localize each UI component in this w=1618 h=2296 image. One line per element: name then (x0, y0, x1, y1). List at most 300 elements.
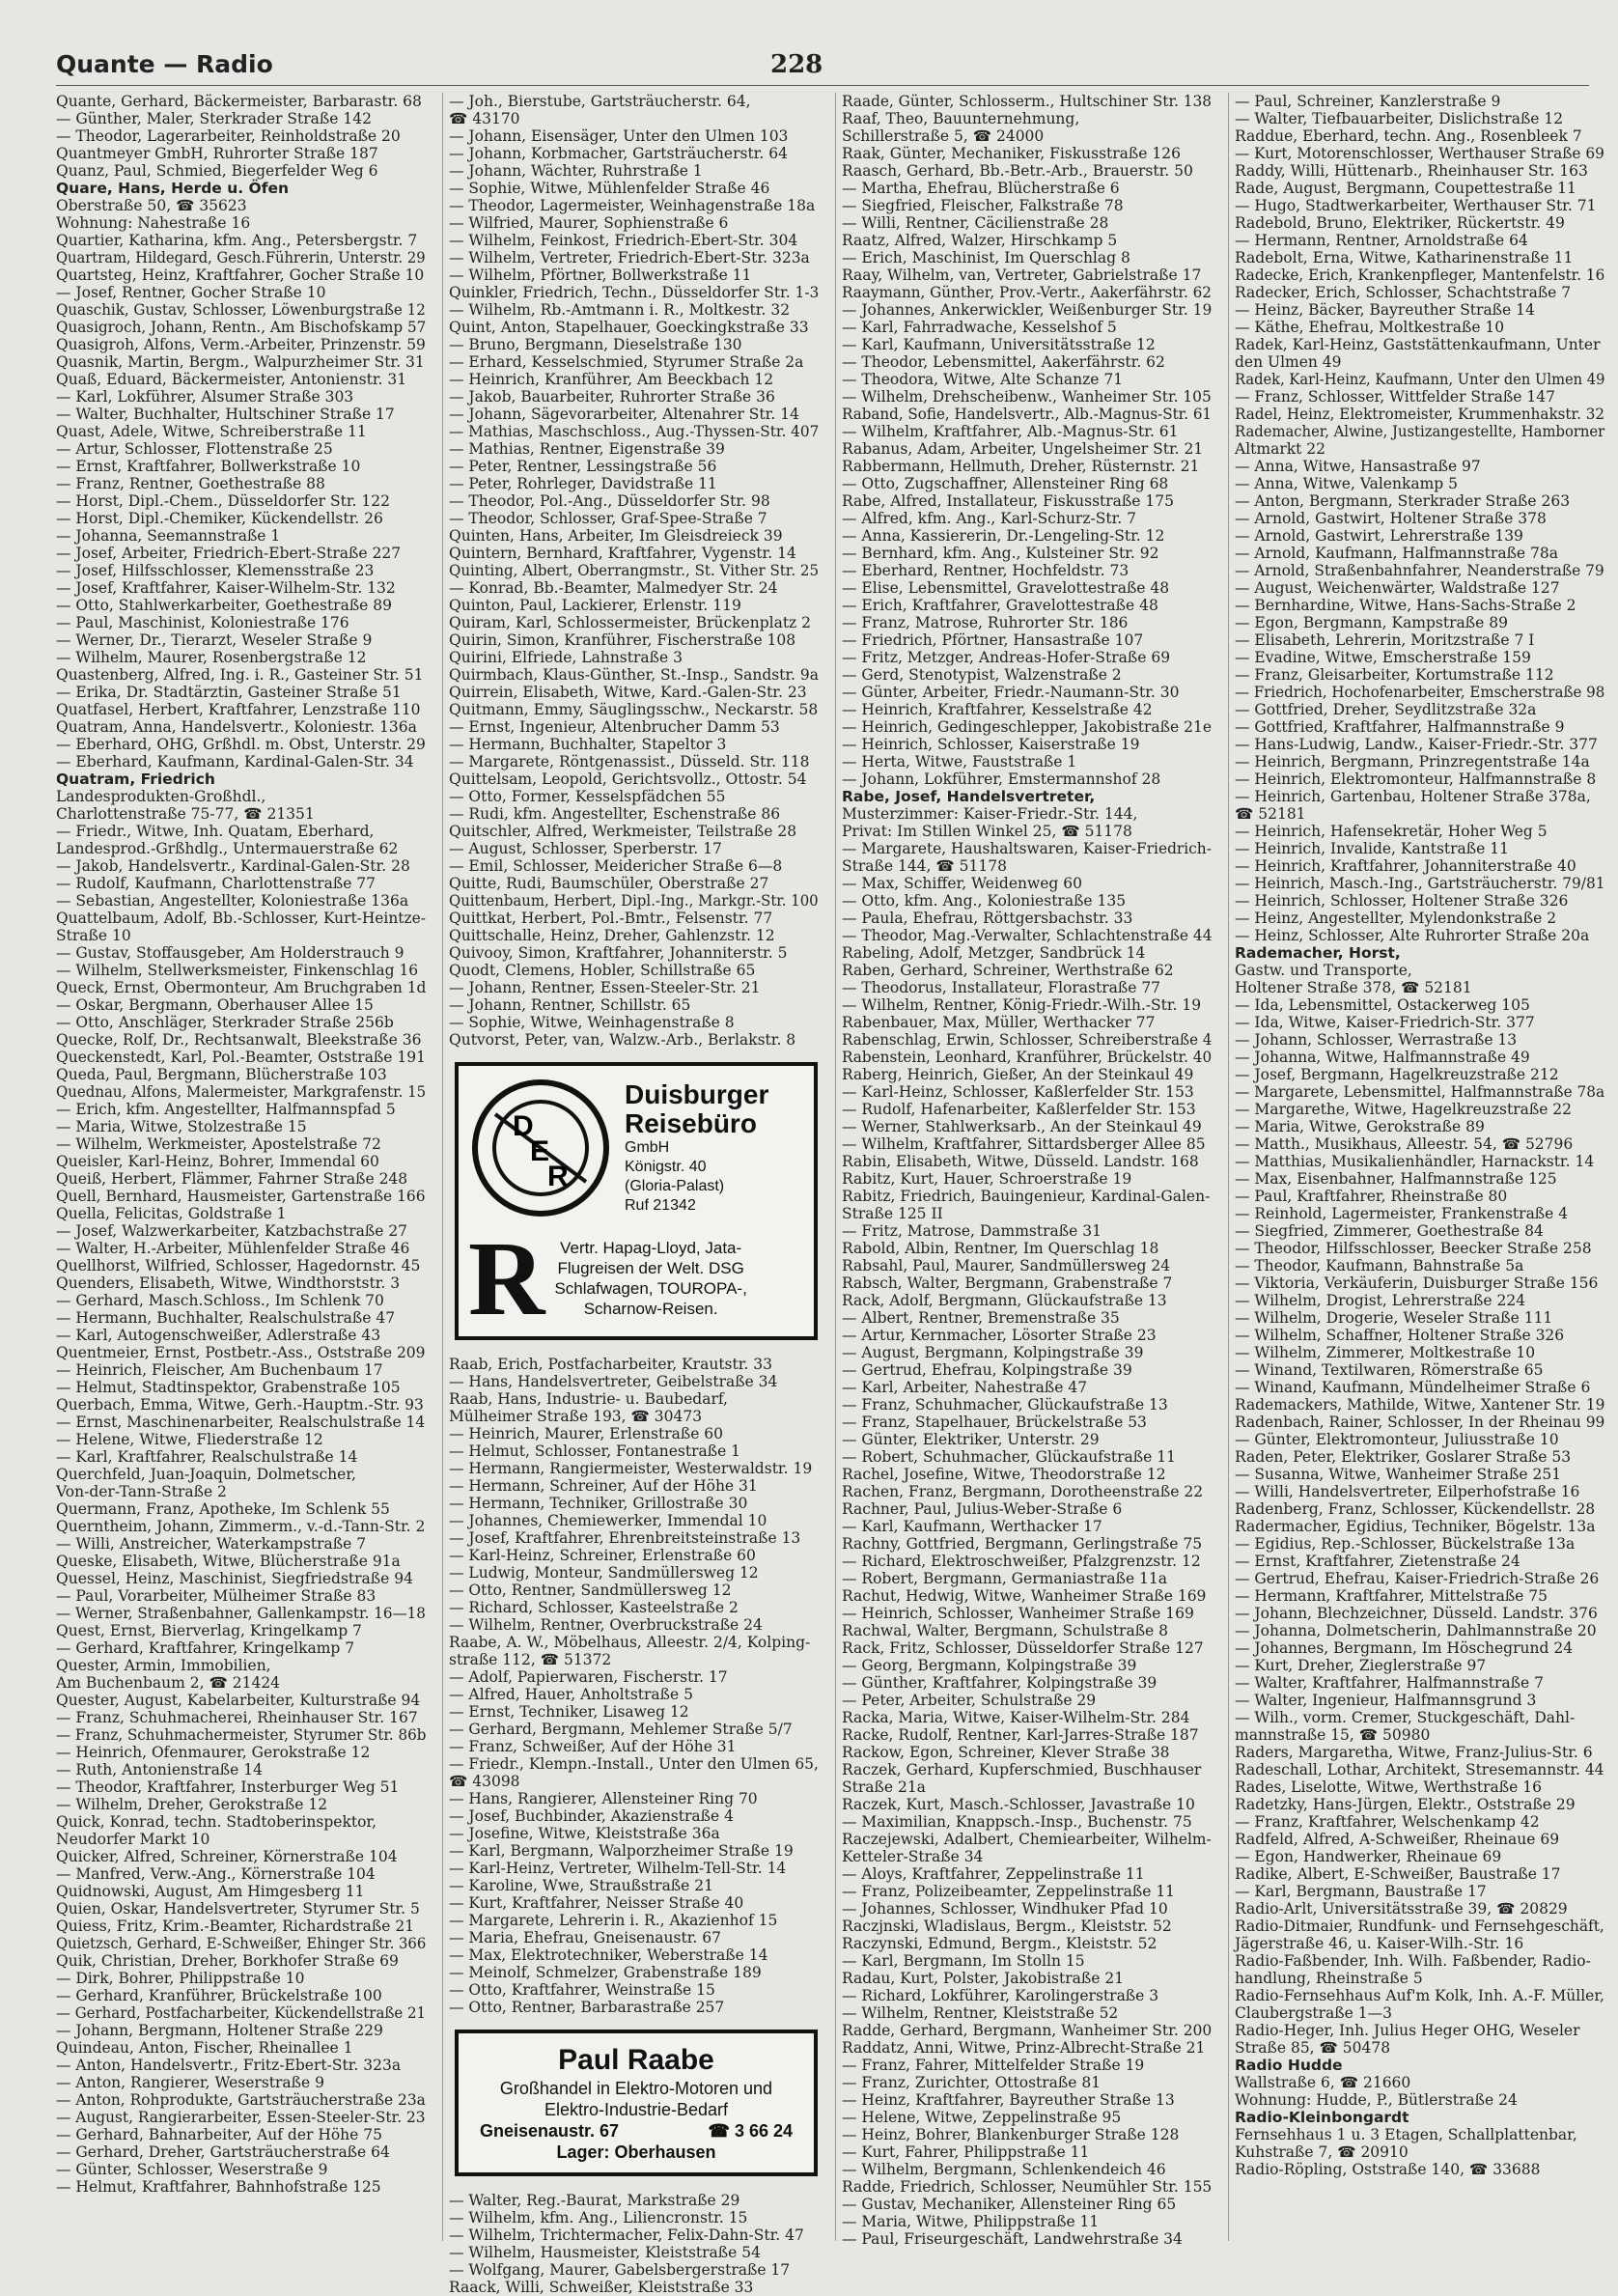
directory-entry: — Günter, Arbeiter, Friedr.-Naumann-Str. 30 (842, 684, 1180, 701)
directory-entry: Rabenschlag, Erwin, Schlosser, Schreiberstraße 4 (842, 1031, 1213, 1049)
directory-entry: — Kurt, Kraftfahrer, Neisser Straße 40 (449, 1894, 744, 1912)
directory-entry: — Peter, Arbeiter, Schulstraße 29 (842, 1692, 1097, 1709)
directory-entry: — Gerhard, Dreher, Gartsträucherstraße 64 (56, 2143, 390, 2161)
directory-entry: Jägerstraße 46, u. Kaiser-Wilh.-Str. 16 (1235, 1935, 1524, 1952)
directory-entry: Querbach, Emma, Witwe, Gerh.-Hauptm.-Str. 93 (56, 1396, 424, 1414)
directory-entry: — Maria, Ehefrau, Gneisenaustr. 67 (449, 1929, 721, 1946)
directory-entry: Landesprodukten-Großhdl., (56, 788, 266, 805)
directory-entry: — Heinrich, Maurer, Erlenstraße 60 (449, 1425, 724, 1442)
directory-entry: — Willi, Handelsvertreter, Eilperhofstraße 16 (1235, 1483, 1580, 1500)
directory-entry: Quintern, Bernhard, Kraftfahrer, Vygenstr. 14 (449, 545, 796, 562)
directory-entry: — Paul, Maschinist, Koloniestraße 176 (56, 614, 349, 631)
directory-entry: — Heinrich, Bergmann, Prinzregentstraße 14a (1235, 753, 1590, 770)
directory-entry: Raczek, Gerhard, Kupferschmied, Buschhauser (842, 1761, 1202, 1778)
directory-entry: — Fritz, Metzger, Andreas-Hofer-Straße 69 (842, 649, 1171, 666)
directory-entry: — Winand, Textilwaren, Römerstraße 65 (1235, 1361, 1544, 1379)
directory-entry: — Johann, Rentner, Schillstr. 65 (449, 996, 691, 1014)
directory-entry: Schillerstraße 5, ☎ 24000 (842, 127, 1045, 145)
directory-entry: — Gerhard, Bahnarbeiter, Auf der Höhe 75 (56, 2126, 382, 2143)
directory-entry: — Friedr., Witwe, Inh. Quatam, Eberhard, (56, 823, 375, 840)
directory-entry: — Rudolf, Kaufmann, Charlottenstraße 77 (56, 875, 377, 892)
directory-entry: Quartram, Hildegard, Gesch.Führerin, Unterstr. 29 (56, 249, 426, 266)
directory-entry: Raabe, A. W., Möbelhaus, Alleestr. 2/4, Kolping- (449, 1634, 811, 1651)
directory-entry: — Wilhelm, Stellwerksmeister, Finkenschlag 16 (56, 962, 419, 979)
directory-entry: Rademackers, Mathilde, Witwe, Xantener Str. 19 (1235, 1396, 1605, 1414)
directory-entry: — Anton, Handelsvertr., Fritz-Ebert-Str. 323a (56, 2057, 402, 2074)
directory-entry: Quaschik, Gustav, Schlosser, Löwenburgstraße 12 (56, 301, 426, 319)
directory-entry: — Franz, Zurichter, Ottostraße 81 (842, 2074, 1102, 2091)
directory-entry: Gastw. und Transporte, (1235, 962, 1412, 979)
directory-entry: — Franz, Schuhmacher, Glückaufstraße 13 (842, 1396, 1168, 1414)
directory-entry: — Otto, Rentner, Sandmüllersweg 12 (449, 1582, 732, 1599)
directory-entry: mannstraße 15, ☎ 50980 (1235, 1726, 1431, 1744)
directory-entry: — Karl-Heinz, Schlosser, Kaßlerfelder Str. 153 (842, 1083, 1194, 1101)
directory-entry: handlung, Rheinstraße 5 (1235, 1970, 1423, 1987)
directory-entry: Quittelsam, Leopold, Gerichtsvollz., Ottostr. 54 (449, 770, 807, 788)
directory-entry: — Theodor, Schlosser, Graf-Spee-Straße 7 (449, 510, 767, 527)
directory-entry: — Paul, Vorarbeiter, Mülheimer Straße 83 (56, 1587, 377, 1605)
directory-entry: — Ernst, Techniker, Lisaweg 12 (449, 1703, 689, 1721)
directory-entry: Raay, Wilhelm, van, Vertreter, Gabrielstraße 17 (842, 266, 1202, 284)
directory-entry: — Heinrich, Schlosser, Holtener Straße 326 (1235, 892, 1569, 910)
directory-entry: Quick, Konrad, techn. Stadtoberinspektor, (56, 1813, 377, 1831)
directory-entry: — Karl, Kraftfahrer, Realschulstraße 14 (56, 1448, 358, 1466)
directory-entry: — Jakob, Bauarbeiter, Ruhrorter Straße 36 (449, 388, 775, 406)
directory-entry: Queisler, Karl-Heinz, Bohrer, Immendal 60 (56, 1153, 379, 1170)
directory-entry: Straße 10 (56, 927, 131, 944)
directory-entry: — Willi, Anstreicher, Waterkampstraße 7 (56, 1535, 367, 1553)
directory-entry: Landesprod.-Grßhdlg., Untermauerstraße 62 (56, 840, 399, 857)
directory-entry: Quicker, Alfred, Schreiner, Körnerstraße 104 (56, 1848, 398, 1865)
logo-letter-e: E (530, 1135, 550, 1167)
directory-entry: Quaß, Eduard, Bäckermeister, Antonienstr. 31 (56, 371, 407, 388)
directory-entry: — Wilhelm, Vertreter, Friedrich-Ebert-Str. 323a (449, 249, 810, 266)
directory-entry: Quinting, Albert, Oberrangmstr., St. Vither Str. 25 (449, 562, 820, 579)
directory-entry: Queckenstedt, Karl, Pol.-Beamter, Oststraße 191 (56, 1049, 426, 1066)
directory-entry: — Josef, Walzwerkarbeiter, Katzbachstraße 27 (56, 1222, 408, 1240)
directory-entry: — Franz, Kraftfahrer, Welschenkamp 42 (1235, 1813, 1540, 1831)
directory-entry: — Franz, Rentner, Goethestraße 88 (56, 475, 325, 492)
directory-entry: — Gustav, Stoffausgeber, Am Holderstrauch 9 (56, 944, 404, 962)
directory-entry: — Walter, H.-Arbeiter, Mühlenfelder Straße 46 (56, 1240, 410, 1257)
directory-entry: — Heinrich, Fleischer, Am Buchenbaum 17 (56, 1361, 383, 1379)
directory-entry: — Walter, Kraftfahrer, Halfmannstraße 7 (1235, 1674, 1544, 1692)
directory-entry: — Paul, Kraftfahrer, Rheinstraße 80 (1235, 1188, 1508, 1205)
directory-entry: — Helmut, Stadtinspektor, Grabenstraße 105 (56, 1379, 401, 1396)
directory-entry: — Mathias, Rentner, Eigenstraße 39 (449, 440, 725, 458)
directory-entry: ☎ 43098 (449, 1773, 520, 1790)
directory-entry: Rackow, Egon, Schreiner, Klever Straße 38 (842, 1744, 1170, 1761)
ad-footer-line4: Scharnow-Reisen. (583, 1300, 718, 1318)
directory-entry: — Karl, Fahrradwache, Kesselshof 5 (842, 319, 1117, 336)
directory-entry: Quednau, Alfons, Malermeister, Markgrafenstr. 15 (56, 1083, 427, 1101)
directory-entry: — Johann, Sägevorarbeiter, Altenahrer Str. 14 (449, 406, 799, 423)
directory-entry: Quatram, Friedrich (56, 770, 215, 788)
directory-entry: Radio Hudde (1235, 2057, 1343, 2074)
directory-entry: — Rudolf, Hafenarbeiter, Kaßlerfelder Str. 153 (842, 1101, 1196, 1118)
directory-entry: Rabe, Alfred, Installateur, Fiskusstraße 175 (842, 492, 1174, 510)
directory-entry: — Günter, Schlosser, Weserstraße 9 (56, 2161, 328, 2178)
directory-entry: Quatram, Anna, Handelsvertr., Koloniestr. 136a (56, 718, 417, 736)
directory-entry: — Heinrich, Invalide, Kantstraße 11 (1235, 840, 1509, 857)
directory-entry: Quodt, Clemens, Hobler, Schillstraße 65 (449, 962, 756, 979)
directory-entry: — Maria, Witwe, Philippstraße 11 (842, 2213, 1100, 2230)
directory-entry: — Ludwig, Monteur, Sandmüllersweg 12 (449, 1564, 759, 1582)
directory-entry: Radio-Arlt, Universitätsstraße 39, ☎ 20829 (1235, 1900, 1568, 1918)
directory-entry: Raddue, Eberhard, techn. Ang., Rosenbleek 7 (1235, 127, 1582, 145)
directory-entry: — Winand, Kaufmann, Mündelheimer Straße 6 (1235, 1379, 1591, 1396)
directory-entry: — Theodora, Witwe, Alte Schanze 71 (842, 371, 1124, 388)
directory-entry: — Johann, Schlosser, Werrastraße 13 (1235, 1031, 1518, 1049)
directory-entry: Radde, Friedrich, Schlosser, Neumühler Str. 155 (842, 2178, 1213, 2196)
directory-entry: Rademacher, Horst, (1235, 944, 1401, 962)
directory-entry: Quik, Christian, Dreher, Borkhofer Straße 69 (56, 1952, 399, 1970)
directory-entry: Quartsteg, Heinz, Kraftfahrer, Gocher Straße 10 (56, 266, 425, 284)
directory-entry: — Karl, Bergmann, Walporzheimer Straße 19 (449, 1842, 794, 1860)
directory-entry: — Franz, Gleisarbeiter, Kortumstraße 112 (1235, 666, 1554, 684)
ad-big-letter: R (468, 1219, 545, 1337)
directory-entry: Raade, Günter, Schlosserm., Hultschiner Str. 138 (842, 93, 1213, 110)
directory-entry: — Martha, Ehefrau, Blücherstraße 6 (842, 180, 1120, 197)
directory-entry: Quint, Anton, Stapelhauer, Goeckingkstraße 33 (449, 319, 809, 336)
directory-entry: Neudorfer Markt 10 (56, 1831, 210, 1848)
directory-entry: — Manfred, Verw.-Ang., Körnerstraße 104 (56, 1865, 376, 1883)
directory-entry: — Herta, Witwe, Fauststraße 1 (842, 753, 1077, 770)
directory-entry: — Hermann, Buchhalter, Stapeltor 3 (449, 736, 727, 753)
directory-entry: — Karl-Heinz, Vertreter, Wilhelm-Tell-Str. 14 (449, 1860, 787, 1877)
directory-columns (56, 93, 1605, 2296)
column-3 (835, 93, 1216, 2248)
directory-entry: Rabeling, Adolf, Metzger, Sandbrück 14 (842, 944, 1146, 962)
directory-entry: Rack, Adolf, Bergmann, Glückaufstraße 13 (842, 1292, 1167, 1309)
directory-entry: — Sophie, Witwe, Mühlenfelder Straße 46 (449, 180, 770, 197)
directory-entry: — Peter, Rentner, Lessingstraße 56 (449, 458, 717, 475)
directory-entry: Wohnung: Nahestraße 16 (56, 214, 251, 232)
directory-entry: — Margarete, Lebensmittel, Halfmannstraße 78a (1235, 1083, 1605, 1101)
directory-entry: — Wilhelm, Rentner, König-Friedr.-Wilh.-Str. 19 (842, 996, 1202, 1014)
directory-entry: — Wilhelm, Drogerie, Weseler Straße 111 (1235, 1309, 1553, 1327)
directory-entry: Rabe, Josef, Handelsvertreter, (842, 788, 1096, 805)
directory-entry: Raden, Peter, Elektriker, Goslarer Straße 53 (1235, 1448, 1572, 1466)
directory-entry: Rabbermann, Hellmuth, Dreher, Rüsternstr. 21 (842, 458, 1200, 475)
directory-entry: — Gerd, Stenotypist, Walzenstraße 2 (842, 666, 1122, 684)
directory-entry: — Gustav, Mechaniker, Allensteiner Ring 65 (842, 2196, 1177, 2213)
directory-entry: — Otto, Zugschaffner, Allensteiner Ring 68 (842, 475, 1169, 492)
directory-entry: Raak, Günter, Mechaniker, Fiskusstraße 126 (842, 145, 1181, 162)
directory-entry: Raddatz, Anni, Witwe, Prinz-Albrecht-Straße 21 (842, 2039, 1206, 2057)
directory-entry: Quell, Bernhard, Hausmeister, Gartenstraße 166 (56, 1188, 426, 1205)
directory-entry: — Günther, Maler, Sterkrader Straße 142 (56, 110, 372, 127)
directory-entry: — Sebastian, Angestellter, Koloniestraße 136a (56, 892, 409, 910)
directory-entry: — Erich, kfm. Angestellter, Halfmannspfad 5 (56, 1101, 396, 1118)
directory-entry: — Viktoria, Verkäuferin, Duisburger Straße 156 (1235, 1274, 1599, 1292)
directory-entry: — Johannes, Ankerwickler, Weißenburger Str. 19 (842, 301, 1213, 319)
directory-entry: — Erhard, Kesselschmied, Styrumer Straße 2a (449, 353, 804, 371)
directory-entry: — Alfred, kfm. Ang., Karl-Schurz-Str. 7 (842, 510, 1137, 527)
directory-entry: Quitmann, Emmy, Säuglingsschw., Neckarstr. 58 (449, 701, 819, 718)
directory-entry: Raberg, Heinrich, Gießer, An der Steinkaul 49 (842, 1066, 1194, 1083)
page-number: 228 (770, 50, 823, 79)
directory-entry: Quinkler, Friedrich, Techn., Düsseldorfer Str. 1-3 (449, 284, 820, 301)
directory-entry: Quantmeyer GmbH, Ruhrorter Straße 187 (56, 145, 378, 162)
directory-entry: — Erich, Kraftfahrer, Gravelottestraße 48 (842, 597, 1158, 614)
directory-entry: — Franz, Schuhmachermeister, Styrumer Str. 86b (56, 1726, 427, 1744)
directory-entry: — Friedr., Klempn.-Install., Unter den Ulmen 65, (449, 1755, 819, 1773)
directory-entry: Quecke, Rolf, Dr., Rechtsanwalt, Bleekstraße 36 (56, 1031, 422, 1049)
directory-entry: Rack, Fritz, Schlosser, Düsseldorfer Straße 127 (842, 1639, 1204, 1657)
directory-entry: — Karl, Kaufmann, Universitätsstraße 12 (842, 336, 1156, 353)
directory-entry: — Johanna, Seemannstraße 1 (56, 527, 281, 545)
directory-entry: Quinten, Hans, Arbeiter, Im Gleisdreieck 39 (449, 527, 783, 545)
directory-entry: — Werner, Stahlwerksarb., An der Steinkaul 49 (842, 1118, 1202, 1135)
directory-entry: — Otto, Former, Kesselspfädchen 55 (449, 788, 726, 805)
directory-entry: Rabenstein, Leonhard, Kranführer, Brückelstr. 40 (842, 1049, 1213, 1066)
directory-entry: — Horst, Dipl.-Chemiker, Kückendellstr. 26 (56, 510, 383, 527)
directory-entry: Radek, Karl-Heinz, Kaufmann, Unter den Ulmen 49 (1235, 371, 1605, 388)
directory-entry: Quitschler, Alfred, Werkmeister, Teilstraße 28 (449, 823, 797, 840)
directory-entry: — Heinrich, Elektromonteur, Halfmannstraße 8 (1235, 770, 1597, 788)
directory-entry: — Otto, kfm. Ang., Koloniestraße 135 (842, 892, 1127, 910)
directory-entry: — Albert, Rentner, Bremenstraße 35 (842, 1309, 1120, 1327)
directory-entry: — Karl, Bergmann, Im Stolln 15 (842, 1952, 1085, 1970)
directory-entry: Rachner, Paul, Julius-Weber-Straße 6 (842, 1500, 1123, 1518)
directory-entry: Quirrein, Elisabeth, Witwe, Kard.-Galen-Str. 23 (449, 684, 807, 701)
directory-entry: — Richard, Schlosser, Kasteelstraße 2 (449, 1599, 739, 1616)
directory-entry: — Josef, Kraftfahrer, Kaiser-Wilhelm-Str. 132 (56, 579, 396, 597)
directory-entry: — Käthe, Ehefrau, Moltkestraße 10 (1235, 319, 1505, 336)
directory-entry: Queiß, Herbert, Flämmer, Fahrner Straße 248 (56, 1170, 408, 1188)
directory-entry: Oberstraße 50, ☎ 35623 (56, 197, 247, 214)
directory-entry: Querchfeld, Juan-Joaquin, Dolmetscher, (56, 1466, 356, 1483)
directory-entry: — Margarete, Lehrerin i. R., Akazienhof 15 (449, 1912, 778, 1929)
directory-entry: — Wilhelm, Zimmerer, Moltkestraße 10 (1235, 1344, 1536, 1361)
ad2-name: Paul Raabe (558, 2044, 714, 2076)
directory-entry: Raab, Hans, Industrie- u. Baubedarf, (449, 1390, 728, 1408)
directory-entry: — Walter, Reg.-Baurat, Markstraße 29 (449, 2192, 740, 2209)
logo-letter-r: R (547, 1161, 569, 1192)
directory-entry: — Günter, Elektriker, Unterstr. 29 (842, 1431, 1100, 1448)
directory-entry: — Anton, Bergmann, Sterkrader Straße 263 (1235, 492, 1571, 510)
directory-entry: Quittenbaum, Herbert, Dipl.-Ing., Markgr.-Str. 100 (449, 892, 819, 910)
directory-entry: Raack, Willi, Schweißer, Kleiststraße 33 (449, 2279, 754, 2296)
directory-entry: — Hermann, Rentner, Arnoldstraße 64 (1235, 232, 1528, 249)
directory-entry: Radde, Gerhard, Bergmann, Wanheimer Str. 200 (842, 2022, 1213, 2039)
directory-entry: Rabsch, Walter, Bergmann, Grabenstraße 7 (842, 1274, 1173, 1292)
directory-entry: Radermacher, Egidius, Techniker, Bögelstr. 13a (1235, 1518, 1596, 1535)
page-header (56, 50, 1589, 86)
directory-entry: Radebolt, Erna, Witwe, Katharinenstraße 11 (1235, 249, 1574, 266)
directory-entry: Racka, Maria, Witwe, Kaiser-Wilhelm-Str. 284 (842, 1709, 1190, 1726)
reisebuero-advertisement (455, 1062, 818, 1340)
ad-address-street: Königstr. 40 (625, 1159, 707, 1175)
directory-entry: Quermann, Franz, Apotheke, Im Schlenk 55 (56, 1500, 390, 1518)
directory-entry: — Theodor, Lagermeister, Weinhagenstraße 18a (449, 197, 816, 214)
directory-entry: — Matthias, Musikalienhändler, Harnackstr. 14 (1235, 1153, 1595, 1170)
directory-entry: — Maria, Witwe, Gerokstraße 89 (1235, 1118, 1485, 1135)
directory-entry: — Reinhold, Lagermeister, Frankenstraße 4 (1235, 1205, 1569, 1222)
directory-entry: — Egidius, Rep.-Schlosser, Bückelstraße 13a (1235, 1535, 1576, 1553)
directory-entry: Quasnik, Martin, Bergm., Walpurzheimer Str. 31 (56, 353, 425, 371)
directory-entry: — Theodor, Mag.-Verwalter, Schlachtenstraße 44 (842, 927, 1213, 944)
directory-entry: Raab, Erich, Postfacharbeiter, Krautstr. 33 (449, 1356, 773, 1373)
directory-entry: — Susanna, Witwe, Wanheimer Straße 251 (1235, 1466, 1562, 1483)
directory-entry: Raband, Sofie, Handelsvertr., Alb.-Magnus-Str. 61 (842, 406, 1213, 423)
directory-entry: Rachut, Hedwig, Witwe, Wanheimer Straße 169 (842, 1587, 1207, 1605)
directory-entry: Rachwal, Walter, Bergmann, Schulstraße 8 (842, 1622, 1169, 1639)
directory-entry: — Gottfried, Kraftfahrer, Halfmannstraße 9 (1235, 718, 1565, 736)
directory-entry: Rades, Liselotte, Witwe, Werthstraße 16 (1235, 1778, 1542, 1796)
directory-entry: — Hans, Handelsvertreter, Geibelstraße 34 (449, 1373, 778, 1390)
directory-entry: Radfeld, Alfred, A-Schweißer, Rheinaue 69 (1235, 1831, 1560, 1848)
directory-entry: Rademacher, Alwine, Justizangestellte, Hamborner (1235, 423, 1605, 440)
directory-entry: — Hugo, Stadtwerkarbeiter, Werthauser Str. 71 (1235, 197, 1597, 214)
directory-entry: Quirin, Simon, Kranführer, Fischerstraße 108 (449, 631, 796, 649)
directory-entry: Radecke, Erich, Krankenpfleger, Mantenfelstr. 16 (1235, 266, 1605, 284)
directory-entry: — Heinrich, Kraftfahrer, Johanniterstraße 40 (1235, 857, 1576, 875)
directory-entry: — Wolfgang, Maurer, Gabelsbergerstraße 17 (449, 2261, 791, 2279)
directory-entry: — Hermann, Rangiermeister, Westerwaldstr. 19 (449, 1460, 813, 1477)
directory-entry: — Gerhard, Masch.Schloss., Im Schlenk 70 (56, 1292, 384, 1309)
directory-entry: — Wilhelm, Rentner, Kleiststraße 52 (842, 2004, 1119, 2022)
directory-entry: — Johannes, Bergmann, Im Höschegrund 24 (1235, 1639, 1574, 1657)
directory-entry: — Karoline, Wwe, Straußstraße 21 (449, 1877, 713, 1894)
directory-entry: — Anton, Rohprodukte, Gartsträucherstraße 23a (56, 2091, 426, 2109)
directory-entry: — Walter, Tiefbauarbeiter, Dislichstraße 12 (1235, 110, 1564, 127)
directory-entry: — Johann, Korbmacher, Gartsträucherstr. 64 (449, 145, 788, 162)
directory-entry: Radetzky, Hans-Jürgen, Elektr., Oststraße 29 (1235, 1796, 1576, 1813)
directory-entry: Quittkat, Herbert, Pol.-Bmtr., Felsenstr. 77 (449, 910, 773, 927)
directory-entry: Quester, August, Kabelarbeiter, Kulturstraße 94 (56, 1692, 421, 1709)
directory-entry: Rabin, Elisabeth, Witwe, Düsseld. Landstr. 168 (842, 1153, 1199, 1170)
ad2-stock: Lager: Oberhausen (556, 2142, 716, 2162)
directory-entry: Straße 144, ☎ 51178 (842, 857, 1007, 875)
directory-entry: — Ruth, Antonienstraße 14 (56, 1761, 263, 1778)
directory-entry: — Erich, Maschinist, Im Querschlag 8 (842, 249, 1130, 266)
directory-entry: Quien, Oskar, Handelsvertreter, Styrumer Str. 5 (56, 1900, 420, 1918)
directory-entry: Raders, Margaretha, Witwe, Franz-Julius-Str. 6 (1235, 1744, 1593, 1761)
directory-entry: — Wilhelm, Schaffner, Holtener Straße 326 (1235, 1327, 1565, 1344)
directory-entry: — Wilhelm, Hausmeister, Kleiststraße 54 (449, 2244, 761, 2261)
directory-entry: Wallstraße 6, ☎ 21660 (1235, 2074, 1411, 2091)
directory-entry: — Hermann, Techniker, Grillostraße 30 (449, 1495, 748, 1512)
ad-name-line2: Reisebüro (625, 1108, 757, 1138)
directory-entry: Quessel, Heinz, Maschinist, Siegfriedstraße 94 (56, 1570, 413, 1587)
directory-entry: — Wilh., vorm. Cremer, Stuckgeschäft, Dahl- (1235, 1709, 1576, 1726)
column-4 (1228, 93, 1609, 2241)
directory-entry: — Otto, Stahlwerkarbeiter, Goethestraße 89 (56, 597, 392, 614)
directory-entry: — Wilfried, Maurer, Sophienstraße 6 (449, 214, 729, 232)
directory-entry: Radio-Kleinbongardt (1235, 2109, 1409, 2126)
directory-entry: Quivooy, Simon, Kraftfahrer, Johanniterstr. 5 (449, 944, 788, 962)
directory-entry: — Günter, Elektromonteur, Juliusstraße 10 (1235, 1431, 1559, 1448)
directory-entry: den Ulmen 49 (1235, 353, 1342, 371)
ad-gmbh: GmbH (625, 1139, 670, 1156)
directory-entry: Quentmeier, Ernst, Postbetr.-Ass., Oststraße 209 (56, 1344, 426, 1361)
directory-entry: — Johann, Blechzeichner, Düsseld. Landstr. 376 (1235, 1605, 1598, 1622)
directory-entry: — Bernhard, kfm. Ang., Kulsteiner Str. 92 (842, 545, 1159, 562)
directory-entry: — Fritz, Matrose, Dammstraße 31 (842, 1222, 1102, 1240)
directory-entry: — Dirk, Bohrer, Philippstraße 10 (56, 1970, 305, 1987)
directory-entry: — Friedrich, Pförtner, Hansastraße 107 (842, 631, 1144, 649)
directory-entry: — Wilhelm, Drehscheibenw., Wanheimer Str. 105 (842, 388, 1212, 406)
directory-entry: Rachen, Franz, Bergmann, Dorotheenstraße 22 (842, 1483, 1204, 1500)
directory-entry: — Franz, Fahrer, Mittelfelder Straße 19 (842, 2057, 1145, 2074)
directory-entry: — Wilhelm, kfm. Ang., Liliencronstr. 15 (449, 2209, 748, 2226)
directory-entry: Radenbach, Rainer, Schlosser, In der Rheinau 99 (1235, 1414, 1605, 1431)
directory-entry: ☎ 52181 (1235, 805, 1306, 823)
directory-entry: — Egon, Bergmann, Kampstraße 89 (1235, 614, 1508, 631)
directory-entry: Raczjnski, Wladislaus, Bergm., Kleiststr. 52 (842, 1918, 1172, 1935)
directory-entry: — Elisabeth, Lehrerin, Moritzstraße 7 I (1235, 631, 1535, 649)
directory-entry: — Franz, Polizeibeamter, Zeppelinstraße 11 (842, 1883, 1176, 1900)
directory-entry: Rachel, Josefine, Witwe, Theodorstraße 12 (842, 1466, 1166, 1483)
directory-entry: — Johann, Eisensäger, Unter den Ulmen 103 (449, 127, 789, 145)
directory-entry: — Konrad, Bb.-Beamter, Malmedyer Str. 24 (449, 579, 778, 597)
directory-entry: Raben, Gerhard, Schreiner, Werthstraße 62 (842, 962, 1174, 979)
directory-entry: — Walter, Buchhalter, Hultschiner Straße 17 (56, 406, 395, 423)
directory-entry: Raaymann, Günther, Prov.-Vertr., Aakerfährstr. 62 (842, 284, 1212, 301)
directory-entry: — Richard, Lokführer, Karolingerstraße 3 (842, 1987, 1159, 2004)
directory-entry: — Johann, Bergmann, Holtener Straße 229 (56, 2022, 383, 2039)
directory-entry: Quenders, Elisabeth, Witwe, Windthorststr. 3 (56, 1274, 401, 1292)
directory-entry: — August, Bergmann, Kolpingstraße 39 (842, 1344, 1144, 1361)
directory-entry: — Arnold, Gastwirt, Holtener Straße 378 (1235, 510, 1547, 527)
directory-entry: Musterzimmer: Kaiser-Friedr.-Str. 144, (842, 805, 1138, 823)
directory-entry: — Hans-Ludwig, Landw., Kaiser-Friedr.-Str. 377 (1235, 736, 1598, 753)
directory-entry: Quare, Hans, Herde u. Öfen (56, 180, 290, 197)
directory-entry: — Hermann, Kraftfahrer, Mittelstraße 75 (1235, 1587, 1548, 1605)
directory-entry: — Ida, Lebensmittel, Ostackerweg 105 (1235, 996, 1530, 1014)
directory-entry: Radike, Albert, E-Schweißer, Baustraße 17 (1235, 1865, 1561, 1883)
directory-entry: Claubergstraße 1—3 (1235, 2004, 1392, 2022)
directory-entry: — Heinrich, Hafensekretär, Hoher Weg 5 (1235, 823, 1548, 840)
directory-entry: — Eberhard, Kaufmann, Kardinal-Galen-Str. 34 (56, 753, 414, 770)
directory-entry: — Robert, Schuhmacher, Glückaufstraße 11 (842, 1448, 1176, 1466)
directory-entry: — Josef, Arbeiter, Friedrich-Ebert-Straße 227 (56, 545, 402, 562)
directory-entry: Quastenberg, Alfred, Ing. i. R., Gasteiner Str. 51 (56, 666, 424, 684)
directory-entry: — Kurt, Motorenschlosser, Werthauser Straße 69 (1235, 145, 1604, 162)
directory-entry: — Karl-Heinz, Schreiner, Erlenstraße 60 (449, 1547, 756, 1564)
directory-entry: — Heinrich, Schlosser, Kaiserstraße 19 (842, 736, 1140, 753)
directory-entry: — Theodor, Kraftfahrer, Insterburger Weg 51 (56, 1778, 400, 1796)
directory-entry: straße 112, ☎ 51372 (449, 1651, 612, 1668)
directory-entry: — Heinrich, Gartenbau, Holtener Straße 378a, (1235, 788, 1591, 805)
directory-entry: Straße 21a (842, 1778, 926, 1796)
ad-footer-line1: Vertr. Hapag-Lloyd, Jata- (560, 1239, 742, 1257)
directory-entry: — Kurt, Fahrer, Philippstraße 11 (842, 2143, 1090, 2161)
directory-entry: Radau, Kurt, Polster, Jakobistraße 21 (842, 1970, 1125, 1987)
directory-entry: — Meinolf, Schmelzer, Grabenstraße 189 (449, 1964, 762, 1981)
directory-entry: — Johann, Lokführer, Emstermannshof 28 (842, 770, 1161, 788)
directory-entry: — Günther, Kraftfahrer, Kolpingstraße 39 (842, 1674, 1158, 1692)
directory-entry: — Josef, Bergmann, Hagelkreuzstraße 212 (1235, 1066, 1559, 1083)
directory-entry: — Wilhelm, Trichtermacher, Felix-Dahn-Str. 47 (449, 2226, 804, 2244)
directory-entry: — Heinz, Kraftfahrer, Bayreuther Straße 13 (842, 2091, 1175, 2109)
directory-entry: Radio-Faßbender, Inh. Wilh. Faßbender, Radio- (1235, 1952, 1591, 1970)
directory-entry: — Matth., Musikhaus, Alleestr. 54, ☎ 52796 (1235, 1135, 1574, 1153)
directory-entry: Fernsehhaus 1 u. 3 Etagen, Schallplattenbar, (1235, 2126, 1577, 2143)
directory-entry: Ketteler-Straße 34 (842, 1848, 984, 1865)
directory-entry: — Heinrich, Ofenmaurer, Gerokstraße 12 (56, 1744, 371, 1761)
directory-entry: Quellhorst, Wilfried, Schlosser, Hagedornstr. 45 (56, 1257, 421, 1274)
directory-entry: — Horst, Dipl.-Chem., Düsseldorfer Str. 122 (56, 492, 390, 510)
directory-entry: Radio-Röpling, Oststraße 140, ☎ 33688 (1235, 2161, 1541, 2178)
directory-entry: Kuhstraße 7, ☎ 20910 (1235, 2143, 1409, 2161)
directory-entry: Quiess, Fritz, Krim.-Beamter, Richardstraße 21 (56, 1918, 415, 1935)
ad2-line1: Großhandel in Elektro-Motoren und (499, 2079, 773, 2098)
directory-entry: Raatz, Alfred, Walzer, Hirschkamp 5 (842, 232, 1118, 249)
directory-entry: — Alfred, Hauer, Anholtstraße 5 (449, 1686, 693, 1703)
